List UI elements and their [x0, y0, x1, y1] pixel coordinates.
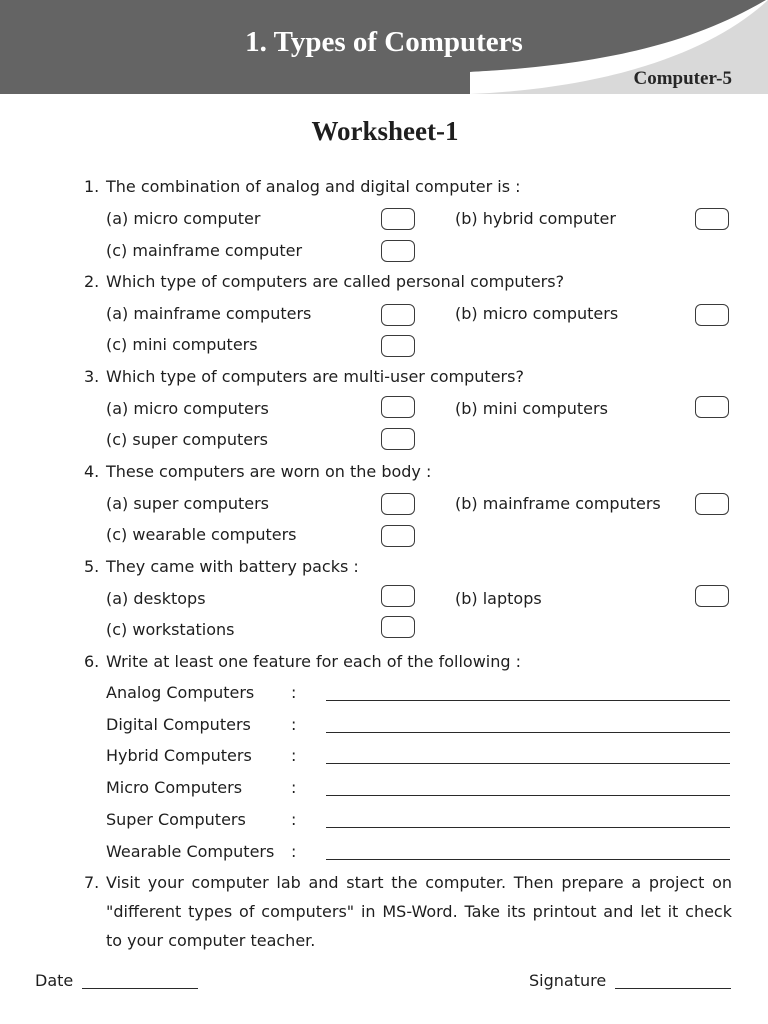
colon: : [291, 778, 297, 797]
worksheet-title: Worksheet-1 [311, 116, 459, 146]
question-text: The combination of analog and digital computer is : [106, 177, 521, 196]
question-text: They came with battery packs : [106, 557, 359, 576]
answer-checkbox[interactable] [381, 396, 415, 418]
signature-line[interactable] [615, 988, 731, 989]
answer-line[interactable] [326, 700, 730, 701]
answer-line[interactable] [326, 795, 730, 796]
colon: : [291, 683, 297, 702]
answer-checkbox[interactable] [381, 616, 415, 638]
option-label: (c) mini computers [106, 335, 258, 354]
option-label: (b) mainframe computers [455, 494, 661, 513]
question-text: Write at least one feature for each of the following : [106, 652, 522, 671]
colon: : [291, 810, 297, 829]
option-label: (b) laptops [455, 589, 542, 608]
answer-checkbox[interactable] [695, 493, 729, 515]
question-number: 3. [84, 367, 100, 386]
option-label: (c) workstations [106, 620, 235, 639]
answer-line[interactable] [326, 827, 730, 828]
question-text: Which type of computers are multi-user computers? [106, 367, 524, 386]
question-number: 7. [84, 873, 100, 892]
answer-checkbox[interactable] [381, 525, 415, 547]
question-text: Visit your computer lab and start the computer. Then prepare a project on "different types of computers" in MS-Word. Take its printout and let it check to your computer teacher. [106, 873, 732, 950]
colon: : [291, 746, 297, 765]
feature-label: Super Computers [106, 810, 246, 829]
answer-checkbox[interactable] [381, 585, 415, 607]
option-label: (b) micro computers [455, 304, 619, 323]
signature-label: Signature [529, 971, 607, 990]
question-number: 6. [84, 652, 100, 671]
option-label: (a) mainframe computers [106, 304, 312, 323]
question-number: 5. [84, 557, 100, 576]
question-number: 2. [84, 272, 100, 291]
date-line[interactable] [82, 988, 198, 989]
feature-label: Hybrid Computers [106, 746, 252, 765]
answer-checkbox[interactable] [695, 208, 729, 230]
answer-line[interactable] [326, 732, 730, 733]
feature-label: Digital Computers [106, 715, 251, 734]
colon: : [291, 715, 297, 734]
option-label: (c) super computers [106, 430, 269, 449]
colon: : [291, 842, 297, 861]
feature-label: Micro Computers [106, 778, 243, 797]
feature-label: Wearable Computers [106, 842, 275, 861]
answer-checkbox[interactable] [381, 428, 415, 450]
chapter-title: 1. Types of Computers [245, 26, 523, 58]
question-text: Which type of computers are called personal computers? [106, 272, 565, 291]
answer-checkbox[interactable] [381, 493, 415, 515]
option-label: (a) super computers [106, 494, 270, 513]
question-number: 1. [84, 177, 100, 196]
option-label: (a) micro computer [106, 209, 261, 228]
option-label: (c) mainframe computer [106, 241, 303, 260]
answer-checkbox[interactable] [381, 335, 415, 357]
option-label: (a) desktops [106, 589, 206, 608]
answer-checkbox[interactable] [695, 396, 729, 418]
option-label: (b) mini computers [455, 399, 608, 418]
answer-checkbox[interactable] [695, 585, 729, 607]
answer-checkbox[interactable] [381, 208, 415, 230]
answer-line[interactable] [326, 763, 730, 764]
feature-label: Analog Computers [106, 683, 255, 702]
answer-line[interactable] [326, 859, 730, 860]
option-label: (c) wearable computers [106, 525, 297, 544]
answer-checkbox[interactable] [695, 304, 729, 326]
question-text: These computers are worn on the body : [106, 462, 432, 481]
date-label: Date [35, 971, 74, 990]
answer-checkbox[interactable] [381, 240, 415, 262]
question-number: 4. [84, 462, 100, 481]
subject-label: Computer-5 [633, 68, 732, 89]
answer-checkbox[interactable] [381, 304, 415, 326]
option-label: (a) micro computers [106, 399, 269, 418]
option-label: (b) hybrid computer [455, 209, 616, 228]
